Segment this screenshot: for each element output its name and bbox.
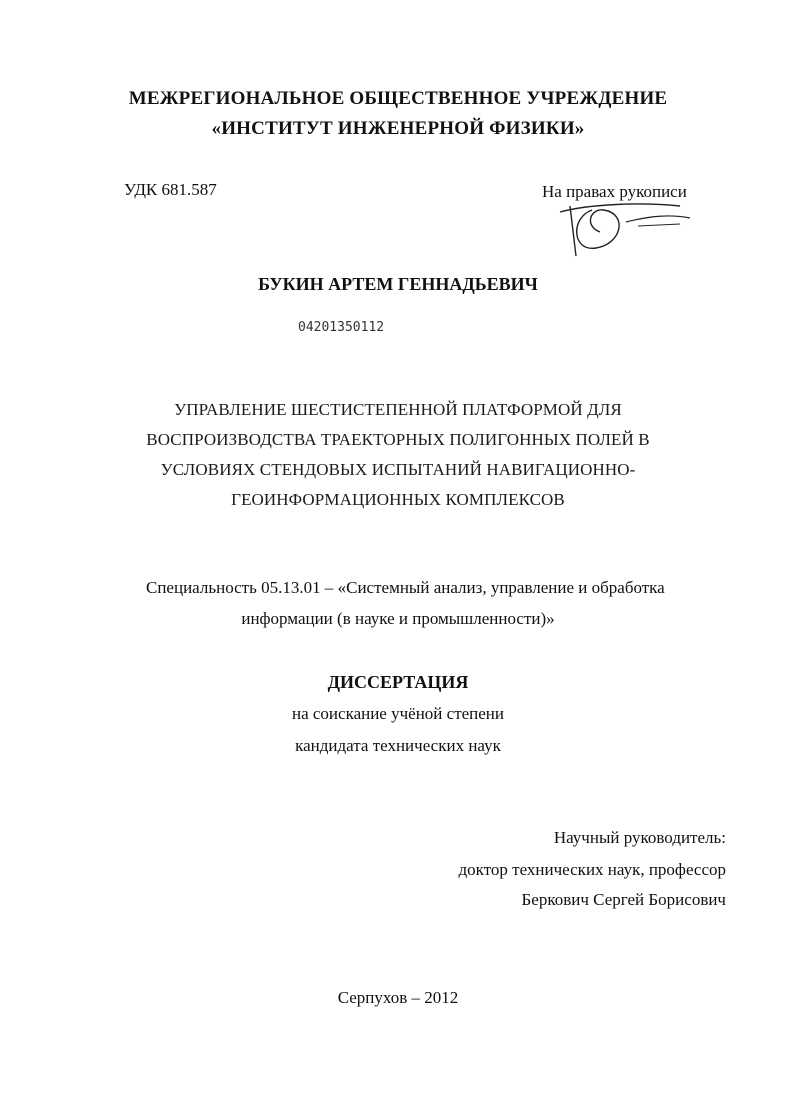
dissertation-line-2: кандидата технических наук — [295, 736, 501, 755]
manuscript-rights: На правах рукописи — [542, 182, 687, 201]
registration-number: 04201350112 — [298, 320, 385, 335]
thesis-title-line-4: ГЕОИНФОРМАЦИОННЫХ КОМПЛЕКСОВ — [231, 490, 565, 509]
institution-line-2: «ИНСТИТУТ ИНЖЕНЕРНОЙ ФИЗИКИ» — [211, 118, 585, 139]
specialty-line-1: Специальность 05.13.01 – «Системный анализ, управление и обработка — [146, 578, 665, 597]
thesis-title-line-3: УСЛОВИЯХ СТЕНДОВЫХ ИСПЫТАНИЙ НАВИГАЦИОННО- — [160, 460, 636, 479]
thesis-title-line-2: ВОСПРОИЗВОДСТВА ТРАЕКТОРНЫХ ПОЛИГОННЫХ ПОЛЕЙ В — [146, 430, 650, 449]
signature-icon — [530, 196, 700, 258]
thesis-title-line-1: УПРАВЛЕНИЕ ШЕСТИСТЕПЕННОЙ ПЛАТФОРМОЙ ДЛЯ — [174, 400, 622, 419]
author-name: БУКИН АРТЕМ ГЕННАДЬЕВИЧ — [258, 274, 538, 294]
udc-code: УДК 681.587 — [124, 180, 217, 199]
city-year: Серпухов – 2012 — [337, 988, 459, 1007]
institution-line-1: МЕЖРЕГИОНАЛЬНОЕ ОБЩЕСТВЕННОЕ УЧРЕЖДЕНИЕ — [128, 88, 668, 109]
dissertation-heading: ДИССЕРТАЦИЯ — [327, 672, 469, 692]
supervisor-degree: доктор технических наук, профессор — [458, 860, 726, 879]
dissertation-line-1: на соискание учёной степени — [291, 704, 505, 723]
supervisor-name: Беркович Сергей Борисович — [521, 890, 726, 909]
specialty-line-2: информации (в науке и промышленности)» — [241, 609, 555, 628]
supervisor-label: Научный руководитель: — [553, 828, 726, 847]
